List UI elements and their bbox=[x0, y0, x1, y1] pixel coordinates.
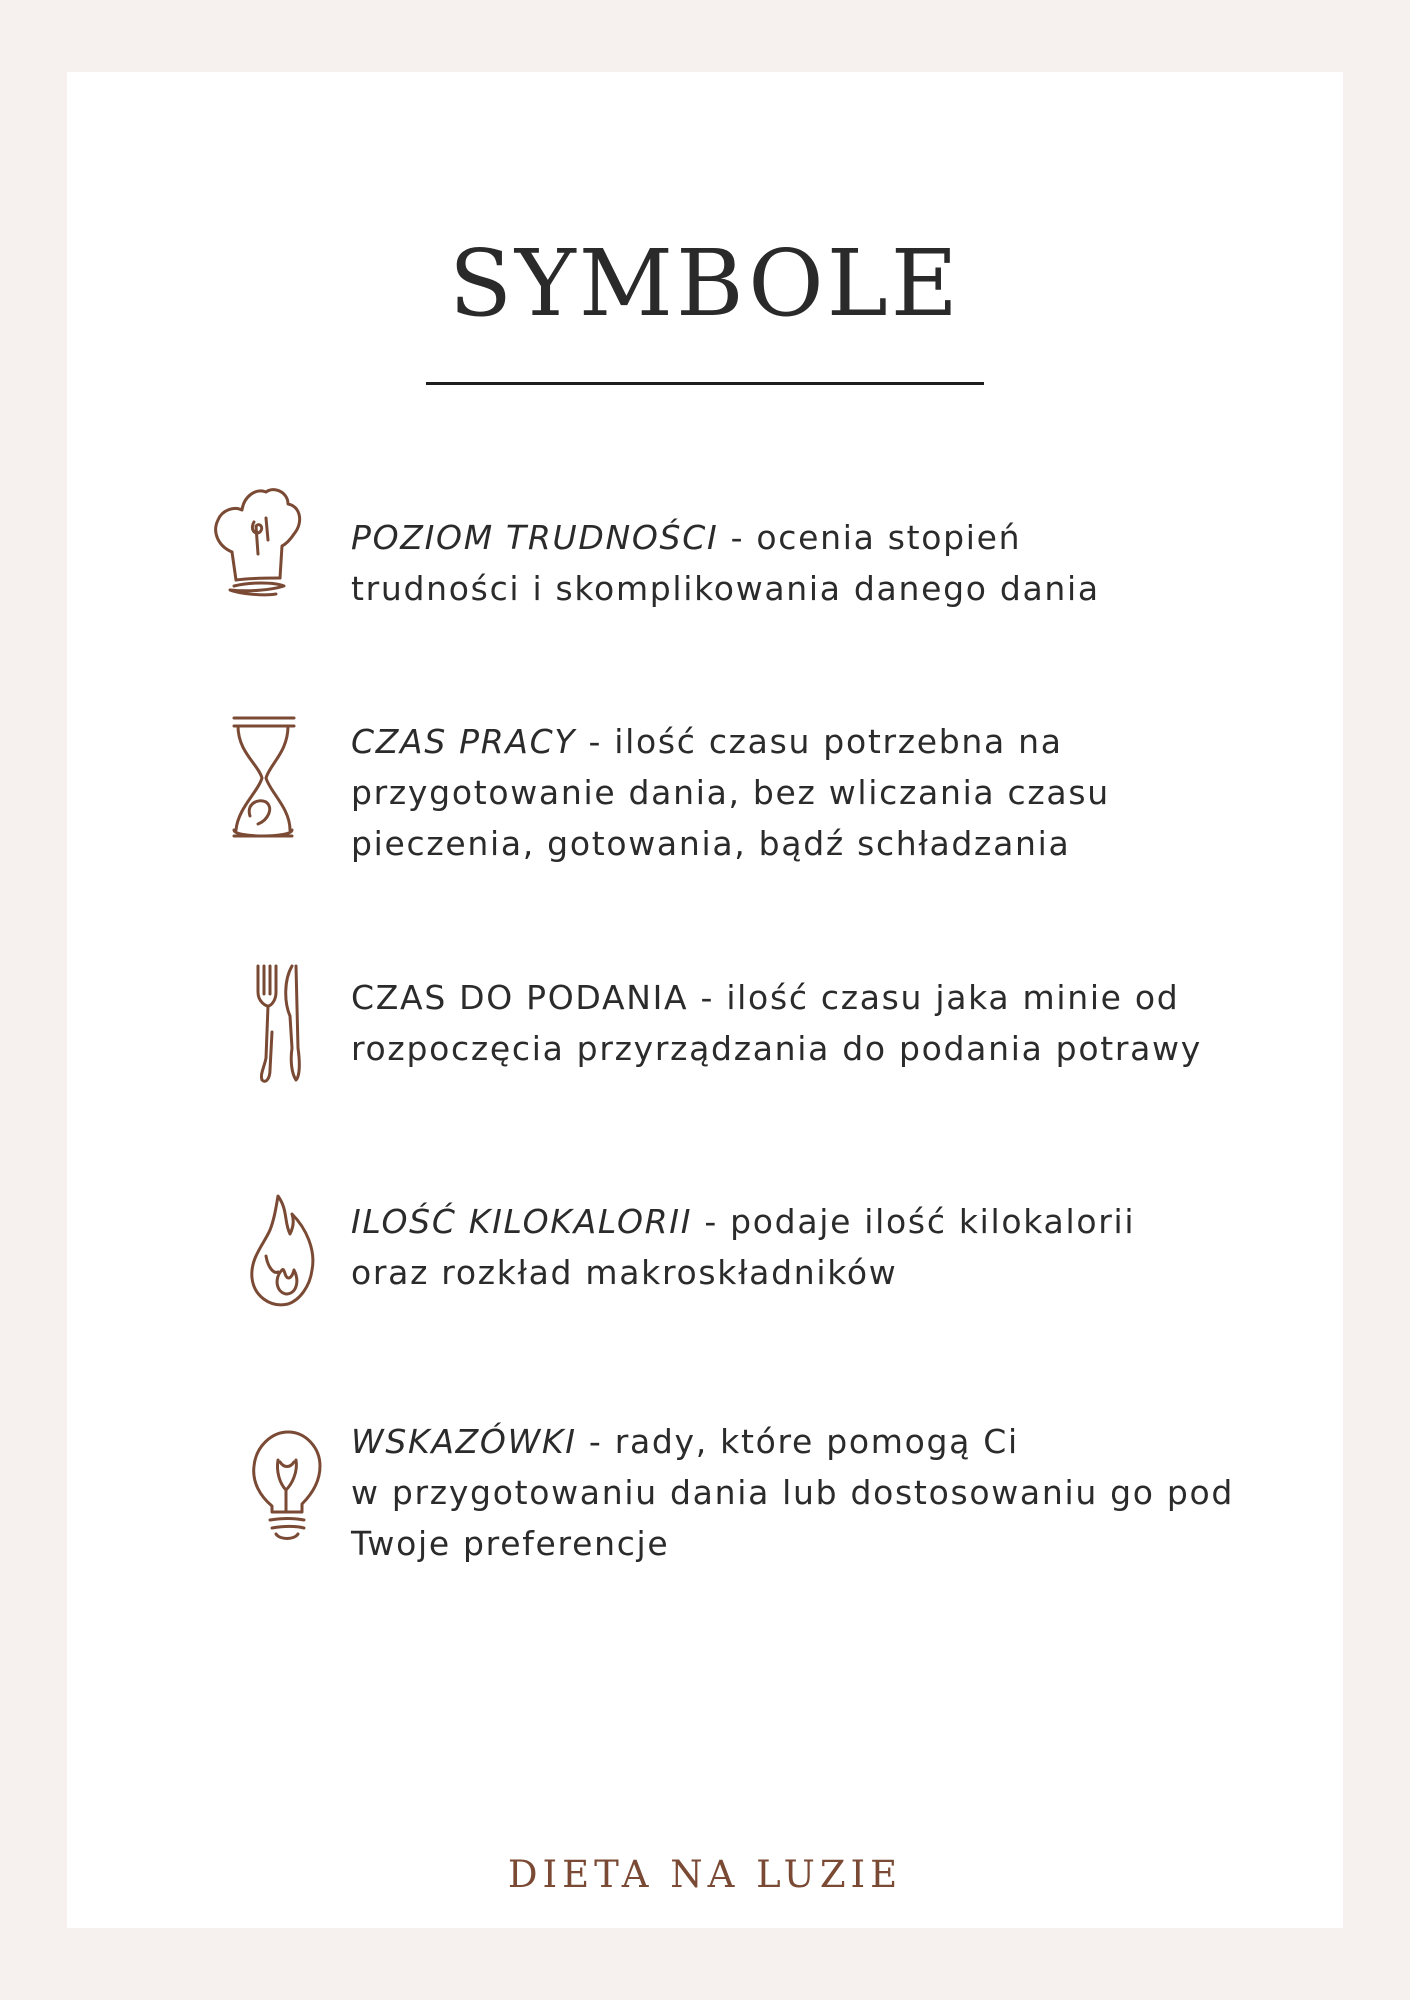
symbol-term: CZAS DO PODANIA bbox=[351, 978, 689, 1017]
fork-knife-icon bbox=[250, 962, 306, 1086]
title-underline bbox=[426, 382, 984, 385]
chef-hat-icon bbox=[210, 482, 302, 606]
brand-footer: DIETA NA LUZIE bbox=[507, 1853, 903, 1896]
symbol-description: CZAS DO PODANIA - ilość czasu jaka minie od rozpoczęcia przyrządzania do podania potrawy bbox=[351, 978, 1202, 1068]
symbol-description: POZIOM TRUDNOŚCI - ocenia stopień trudności i skomplikowania danego dania bbox=[351, 518, 1100, 608]
page-title: SYMBOLE bbox=[449, 230, 961, 337]
symbol-term: POZIOM TRUDNOŚCI bbox=[351, 518, 719, 557]
symbol-term: ILOŚĆ KILOKALORII bbox=[351, 1202, 693, 1241]
hourglass-icon bbox=[228, 712, 298, 846]
symbol-description: WSKAZÓWKI - rady, które pomogą Ci w przygotowaniu dania lub dostosowaniu go pod Twoje preferencje bbox=[351, 1422, 1235, 1563]
symbol-term: WSKAZÓWKI bbox=[351, 1422, 577, 1461]
flame-icon bbox=[248, 1192, 320, 1310]
symbol-description: CZAS PRACY - ilość czasu potrzebna na przygotowanie dania, bez wliczania czasu pieczenia, gotowania, bądź schładzania bbox=[351, 722, 1110, 863]
lightbulb-icon bbox=[250, 1428, 324, 1544]
symbol-term: CZAS PRACY bbox=[351, 722, 577, 761]
symbol-description: ILOŚĆ KILOKALORII - podaje ilość kilokalorii oraz rozkład makroskładników bbox=[351, 1202, 1136, 1292]
